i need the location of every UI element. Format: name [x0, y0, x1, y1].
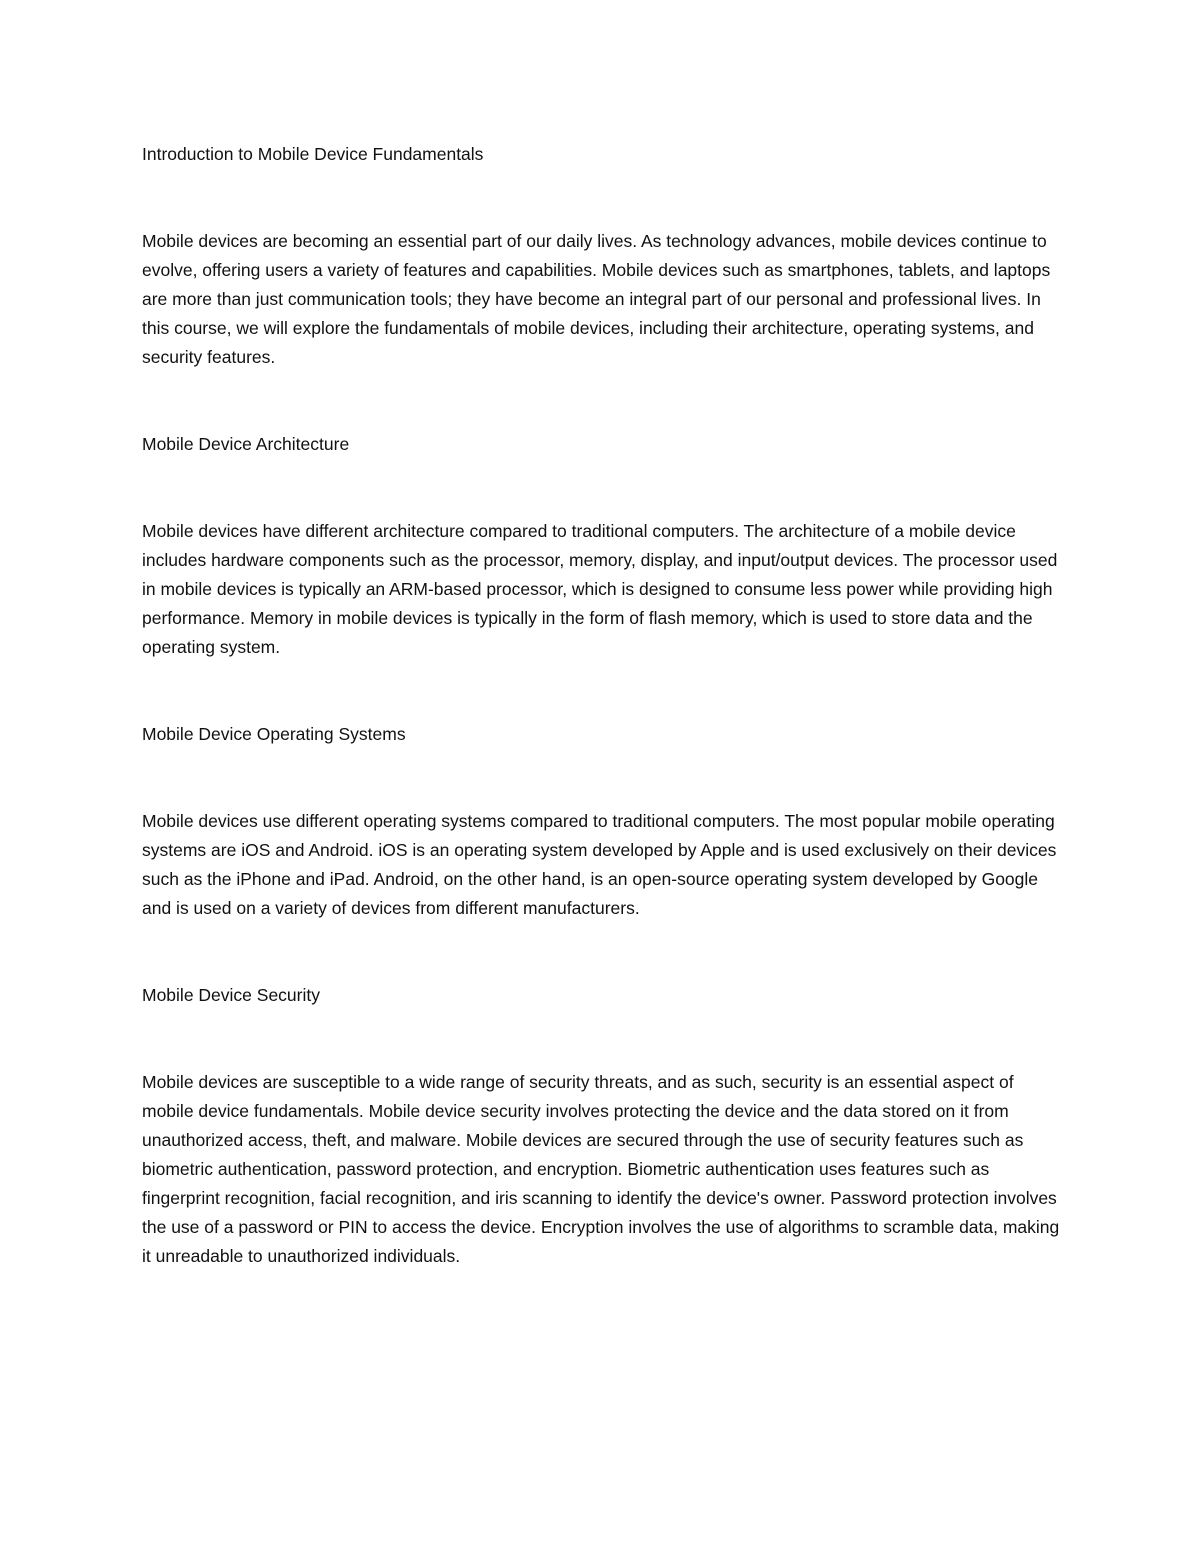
section-security — [142, 981, 1062, 1271]
section-paragraph: Mobile devices use different operating systems compared to traditional computers. The most popular mobile operating systems are iOS and Android. iOS is an operating system developed by Apple and is used exclusively on their devices such as the iPhone and iPad. Android, on the other hand, is an open-source operating system developed by Google and is used on a variety of devices from different manufacturers. — [142, 811, 1057, 918]
section-paragraph: Mobile devices are becoming an essential part of our daily lives. As technology advances, mobile devices continue to evolve, offering users a variety of features and capabilities. Mobile devices such as smartphones, tablets, and laptops are more than just communication tools; they have become an integral part of our personal and professional lives. In this course, we will explore the fundamentals of mobile devices, including their architecture, operating systems, and security features. — [142, 231, 1051, 367]
section-heading: Introduction to Mobile Device Fundamentals — [142, 144, 484, 164]
section-paragraph: Mobile devices have different architecture compared to traditional computers. The architecture of a mobile device includes hardware components such as the processor, memory, display, and input/output devices. The processor used in mobile devices is typically an ARM-based processor, which is designed to consume less power while providing high performance. Memory in mobile devices is typically in the form of flash memory, which is used to store data and the operating system. — [142, 521, 1058, 657]
section-introduction — [142, 140, 1062, 430]
section-operating-systems — [142, 720, 1062, 981]
section-heading: Mobile Device Operating Systems — [142, 724, 406, 744]
section-heading: Mobile Device Security — [142, 985, 320, 1005]
section-architecture — [142, 430, 1062, 720]
document-body — [142, 140, 1062, 1271]
section-heading: Mobile Device Architecture — [142, 434, 350, 454]
section-paragraph: Mobile devices are susceptible to a wide range of security threats, and as such, security is an essential aspect of mobile device fundamentals. Mobile device security involves protecting the device and the data stored on it from unauthorized access, theft, and malware. Mobile devices are secured through the use of security features such as biometric authentication, password protection, and encryption. Biometric authentication uses features such as fingerprint recognition, facial recognition, and iris scanning to identify the device's owner. Password protection involves the use of a password or PIN to access the device. Encryption involves the use of algorithms to scramble data, making it unreadable to unauthorized individuals. — [142, 1072, 1060, 1266]
